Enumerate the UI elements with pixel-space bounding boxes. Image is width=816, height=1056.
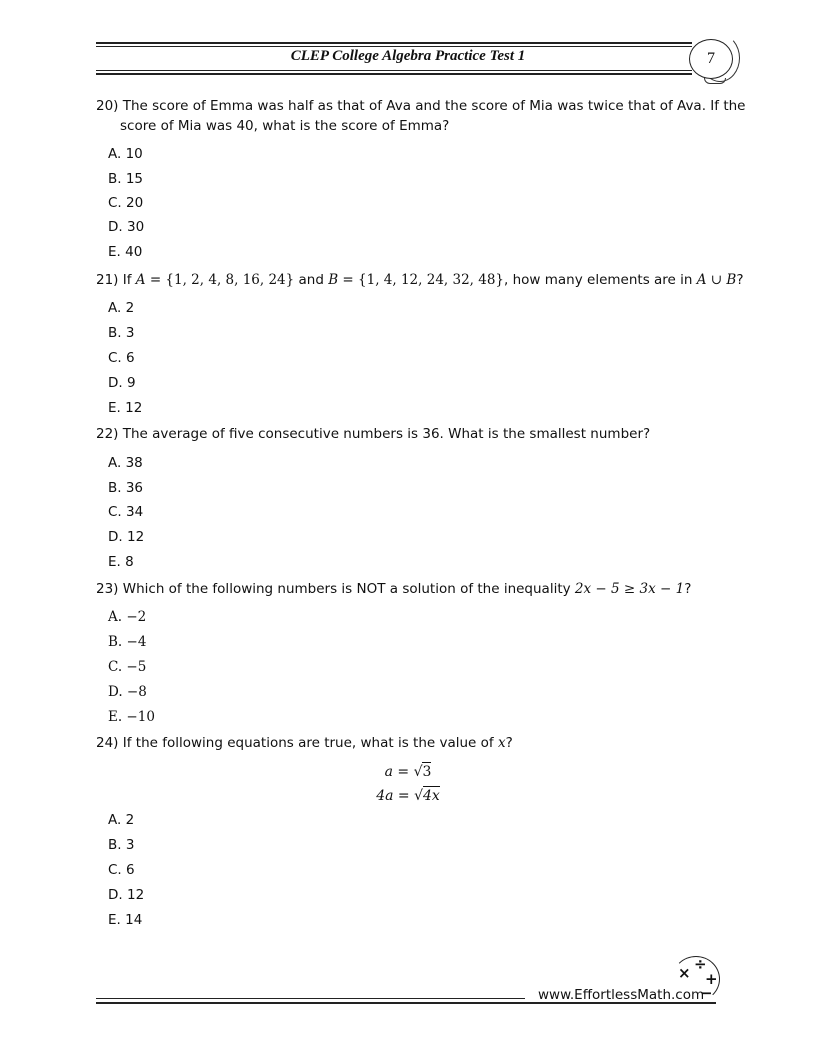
option-b: B. 36 [108, 480, 144, 496]
equation-1: a = √3 [384, 764, 432, 780]
option-c: C. 6 [108, 862, 135, 878]
text: If [122, 272, 136, 288]
set-a-def: = {1, 2, 4, 8, 16, 24} [145, 272, 295, 288]
inequality: 2x − 5 ≥ 3x − 1 [574, 581, 685, 597]
option-a: A. −2 [108, 609, 147, 625]
page-title: CLEP College Algebra Practice Test 1 [290, 48, 526, 64]
option-e: E. 40 [108, 244, 143, 260]
set-a-name: A [135, 272, 146, 288]
option-e: E. 12 [108, 400, 143, 416]
question-24 [96, 733, 513, 753]
minus-icon: − [700, 984, 713, 1002]
page-number: 7 [689, 39, 733, 79]
variable-x: x [497, 735, 506, 751]
option-a: A. 2 [108, 812, 135, 828]
option-d: D. −8 [108, 684, 147, 700]
option-e: E. 14 [108, 912, 143, 928]
times-icon: × [678, 964, 691, 982]
option-b: B. 3 [108, 325, 135, 341]
question-number: 21) [96, 272, 119, 288]
radicand: 4x [423, 788, 440, 804]
footer-url: www.EffortlessMath.com [538, 987, 705, 1003]
option-a: A. 10 [108, 146, 143, 162]
equation-lhs: 4a = [376, 788, 415, 804]
option-b: B. 15 [108, 171, 144, 187]
text: and [294, 272, 329, 288]
header-rule-bottom [96, 70, 692, 71]
set-a-name: A [696, 272, 707, 288]
header-rule-bottom-2 [96, 73, 692, 75]
option-d: D. 12 [108, 529, 145, 545]
set-b-name: B [328, 272, 339, 288]
option-e: E. 8 [108, 554, 134, 570]
divide-icon: ÷ [694, 955, 707, 973]
question-21 [96, 270, 744, 290]
question-number: 23) [96, 581, 119, 597]
plus-icon: + [705, 970, 718, 988]
question-number: 20) [96, 98, 119, 114]
option-d: D. 9 [108, 375, 136, 391]
set-b-name: B [726, 272, 737, 288]
question-text-line1: The score of Emma was half as that of Ava and the score of Mia was twice that of Ava. If the [122, 98, 746, 114]
union-symbol: ∪ [706, 272, 727, 288]
option-b: B. −4 [108, 634, 147, 650]
option-a: A. 2 [108, 300, 135, 316]
question-end: ? [684, 581, 692, 597]
option-e: E. −10 [108, 709, 155, 725]
question-text: The average of five consecutive numbers is 36. What is the smallest number? [122, 426, 651, 442]
option-c: C. 20 [108, 195, 144, 211]
question-number: 24) [96, 735, 119, 751]
question-23 [96, 579, 691, 599]
header-rule-mid [96, 46, 692, 47]
globe-stand-icon [704, 78, 726, 84]
radicand: 3 [422, 764, 432, 780]
equation-lhs: a = [384, 764, 414, 780]
option-c: C. 6 [108, 350, 135, 366]
option-d: D. 12 [108, 887, 145, 903]
question-end: ? [505, 735, 513, 751]
equation-2: 4a = √4x [376, 788, 440, 804]
text: , how many elements are in [504, 272, 697, 288]
text: ? [736, 272, 744, 288]
question-text: If the following equations are true, what is the value of [122, 735, 498, 751]
option-c: C. −5 [108, 659, 147, 675]
question-number: 22) [96, 426, 119, 442]
option-d: D. 30 [108, 219, 145, 235]
question-text: Which of the following numbers is NOT a solution of the inequality [122, 581, 575, 597]
header-rule-top [96, 42, 692, 44]
option-a: A. 38 [108, 455, 143, 471]
question-22 [96, 424, 650, 444]
footer-rule-top [96, 998, 525, 999]
option-b: B. 3 [108, 837, 135, 853]
question-20 [96, 96, 745, 116]
set-b-def: = {1, 4, 12, 24, 32, 48} [338, 272, 505, 288]
question-20-line2: score of Mia was 40, what is the score of Emma? [120, 118, 450, 134]
option-c: C. 34 [108, 504, 144, 520]
